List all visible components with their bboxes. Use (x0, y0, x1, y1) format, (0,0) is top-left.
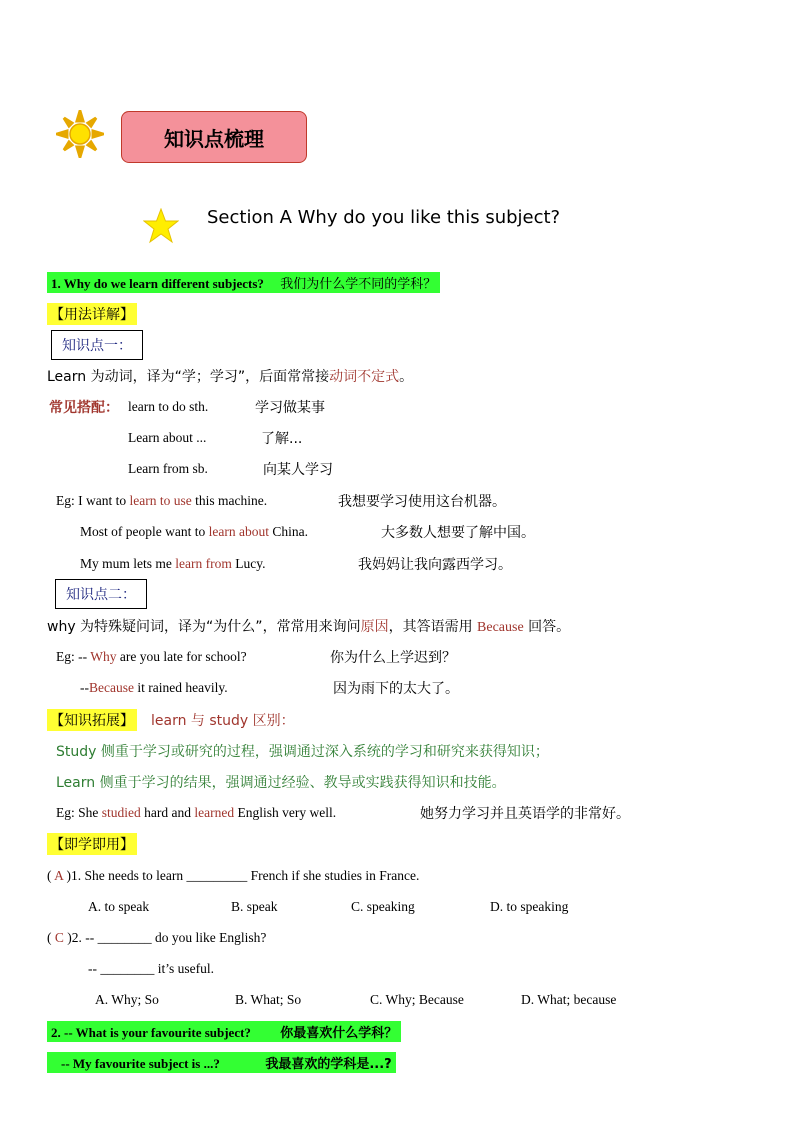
answer-2: C (54, 930, 64, 945)
q1-option-c: C. speaking (351, 899, 415, 914)
collocation-en-3: Learn from sb. (128, 461, 208, 476)
definition-2: why 为特殊疑问词，译为“为什么”，常常用来询问原因，其答语需用 Because 回答。 (47, 619, 571, 635)
badge-label: 知识点梳理 (164, 126, 264, 151)
example-2-zh: 大多数人想要了解中国。 (381, 525, 535, 541)
q1-option-b: B. speak (231, 899, 278, 914)
definition-1: Learn 为动词，译为“学；学习”，后面常常接动词不定式。 (47, 369, 414, 385)
q1-option-d: D. to speaking (490, 899, 569, 914)
question-example-zh: 你为什么上学迟到？ (330, 650, 456, 666)
answer-1: A (54, 868, 64, 883)
example-4-zh: 她努力学习并且英语学的非常好。 (420, 806, 630, 822)
collocation-en-2: Learn about ... (128, 430, 207, 445)
q2-option-b: B. What; So (235, 992, 302, 1007)
study-explanation: Study 侧重于学习或研究的过程，强调通过深入系统的学习和研究来获得知识； (56, 744, 549, 760)
collocation-en-1: learn to do sth. (128, 399, 209, 414)
example-1-zh: 我想要学习使用这台机器。 (338, 494, 506, 510)
heading-2: 2. -- What is your favourite subject? 你最喜欢什么学科？ (47, 1021, 401, 1042)
q2-option-a: A. Why; So (95, 992, 159, 1007)
section-title: Section A Why do you like this subject? (207, 207, 561, 228)
sun-icon (56, 110, 104, 158)
q2-option-c: C. Why; Because (370, 992, 464, 1007)
collocation-label: 常见搭配： (49, 400, 119, 416)
learn-explanation: Learn 侧重于学习的结果，强调通过经验、教导或实践获得知识和技能。 (56, 775, 506, 791)
usage-label: 【用法详解】 (47, 303, 137, 325)
collocation-zh-1: 学习做某事 (255, 400, 325, 416)
extension-label: 【知识拓展】 (47, 709, 137, 731)
heading-1: 1. Why do we learn different subjects? 我们为什么学不同的学科？ (47, 272, 440, 293)
answer-example-zh: 因为雨下的太大了。 (333, 681, 459, 697)
example-3-zh: 我妈妈让我向露西学习。 (358, 557, 512, 573)
question-example: Eg: -- Why are you late for school? (56, 649, 247, 664)
section-badge (121, 111, 307, 163)
heading-2-answer: -- My favourite subject is ...? 我最喜欢的学科是...? (47, 1052, 396, 1073)
star-icon (143, 208, 179, 244)
collocation-zh-2: 了解... (261, 431, 303, 447)
practice-label: 【即学即用】 (47, 833, 137, 855)
question-2-line-2: -- ________ it’s useful. (88, 961, 214, 976)
knowledge-point-2: 知识点二： (55, 579, 147, 609)
knowledge-point-1: 知识点一： (51, 330, 143, 360)
example-2: Most of people want to learn about China. (80, 524, 308, 539)
example-3: My mum lets me learn from Lucy. (80, 556, 266, 571)
question-2: ( C )2. -- ________ do you like English? (47, 930, 267, 945)
q1-option-a: A. to speak (88, 899, 150, 914)
extension-title: learn 与 study 区别： (151, 713, 295, 729)
question-1: ( A )1. She needs to learn _________ French if she studies in France. (47, 868, 420, 883)
example-4: Eg: She studied hard and learned English very well. (56, 805, 337, 820)
example-1: Eg: I want to learn to use this machine. (56, 493, 268, 508)
answer-example: --Because it rained heavily. (80, 680, 228, 695)
collocation-zh-3: 向某人学习 (263, 462, 333, 478)
q2-option-d: D. What; because (521, 992, 617, 1007)
